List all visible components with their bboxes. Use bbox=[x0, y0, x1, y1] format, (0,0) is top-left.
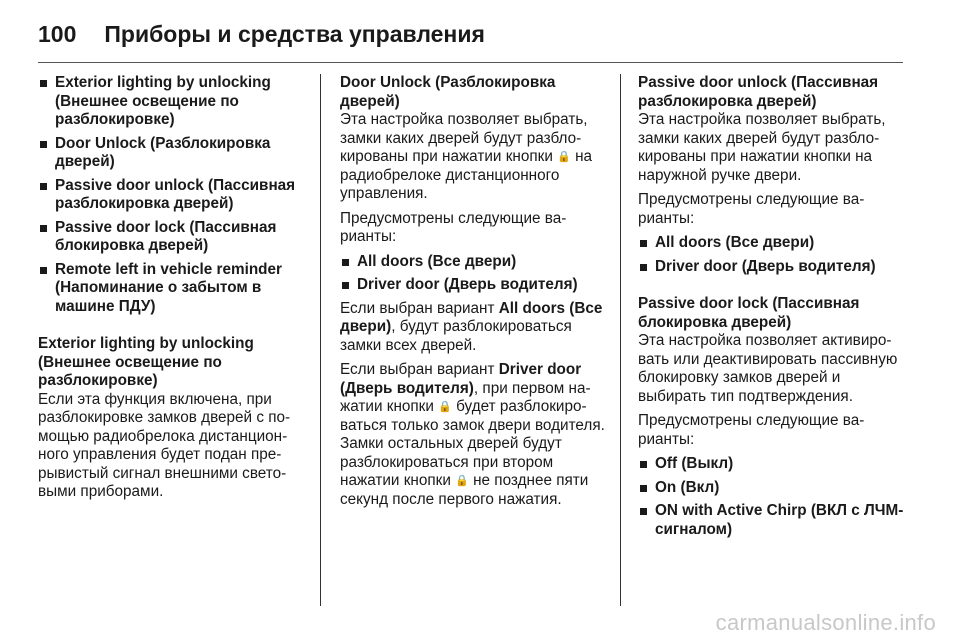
list-item: All doors (Все двери) bbox=[638, 234, 906, 253]
text: , при первом нажатии кнопки bbox=[340, 379, 591, 415]
header-rule bbox=[38, 62, 903, 63]
paragraph bbox=[340, 111, 608, 204]
lock-icon: 🔒 bbox=[438, 401, 452, 413]
settings-list bbox=[38, 74, 306, 316]
column-1 bbox=[38, 74, 306, 508]
paragraph bbox=[340, 300, 608, 356]
text: Если выбран вариант bbox=[340, 299, 495, 317]
list-item: All doors (Все двери) bbox=[340, 253, 608, 272]
list-item: Door Unlock (Разблокировка дверей) bbox=[38, 135, 306, 172]
spacer bbox=[638, 281, 906, 295]
list-item: Passive door unlock (Пассивная разблокировка дверей) bbox=[38, 177, 306, 214]
section-text: Если эта функция включена, при разблокировке замков дверей с помощью радиобрелока дистанционного управления будет подан прерывистый сигнал внешними световыми приборами. bbox=[38, 390, 291, 500]
list-item: ON with Active Chirp (ВКЛ с ЛЧМ-сигналом) bbox=[638, 502, 906, 539]
options-list bbox=[340, 253, 608, 295]
text: Эта настройка позволяет выбрать, замки каких дверей будут разблокированы при нажатии кнопки bbox=[340, 111, 588, 165]
bold-text: All doors (Все двери) bbox=[340, 299, 603, 335]
paragraph: Эта настройка позволяет выбрать, замки каких дверей будут разблокированы при нажатии кнопки на наружной ручке двери. bbox=[638, 111, 886, 184]
list-item: Driver door (Дверь водителя) bbox=[638, 258, 906, 277]
paragraph bbox=[340, 361, 608, 509]
page-title: Приборы и средства управления bbox=[104, 20, 485, 47]
lock-icon: 🔒 bbox=[455, 475, 469, 487]
section-heading: Door Unlock (Разблокировка дверей) bbox=[340, 74, 556, 110]
options-intro: Предусмотрены следующие варианты: bbox=[340, 209, 567, 245]
paragraph: Эта настройка позволяет активировать или деактивировать пассивную блокировку замков дверей и выбирать тип подтверждения. bbox=[638, 332, 898, 405]
lock-icon: 🔒 bbox=[557, 151, 571, 163]
section-heading: Exterior lighting by unlocking (Внешнее освещение по разблокировке) bbox=[38, 335, 254, 389]
text: на радиобрелоке дистанционного управления. bbox=[340, 148, 593, 202]
list-item: Off (Выкл) bbox=[638, 455, 906, 474]
section-heading: Passive door unlock (Пассивная разблокировка дверей) bbox=[638, 74, 879, 110]
list-item: Passive door lock (Пассивная блокировка дверей) bbox=[38, 219, 306, 256]
text: не позднее пяти секунд после первого нажатия. bbox=[340, 472, 589, 508]
list-item: Exterior lighting by unlocking (Внешнее освещение по разблокировке) bbox=[38, 74, 306, 130]
column-divider bbox=[320, 74, 321, 606]
page-header bbox=[38, 14, 485, 54]
column-3 bbox=[638, 74, 906, 544]
spacer bbox=[38, 321, 306, 335]
text: Если выбран вариант bbox=[340, 361, 495, 378]
text: будет разблокироваться только замок двери водителя. Замки остальных дверей будут разблокироваться при втором нажатии кнопки bbox=[340, 398, 605, 489]
section-heading: Passive door lock (Пассивная блокировка дверей) bbox=[638, 295, 860, 331]
bold-text: Driver door (Дверь водителя) bbox=[340, 361, 582, 397]
list-item: Driver door (Дверь водителя) bbox=[340, 276, 608, 295]
options-list bbox=[638, 234, 906, 276]
options-intro: Предусмотрены следующие варианты: bbox=[638, 412, 865, 448]
column-divider bbox=[620, 74, 621, 606]
text: , будут разблокироваться замки всех дверей. bbox=[340, 318, 572, 354]
options-list bbox=[638, 455, 906, 539]
watermark: carmanualsonline.info bbox=[715, 610, 936, 635]
page-number: 100 bbox=[38, 20, 77, 47]
list-item: On (Вкл) bbox=[638, 479, 906, 498]
options-intro: Предусмотрены следующие варианты: bbox=[638, 191, 865, 227]
column-2 bbox=[340, 74, 608, 515]
list-item: Remote left in vehicle reminder (Напоминание о забытом в машине ПДУ) bbox=[38, 261, 306, 317]
